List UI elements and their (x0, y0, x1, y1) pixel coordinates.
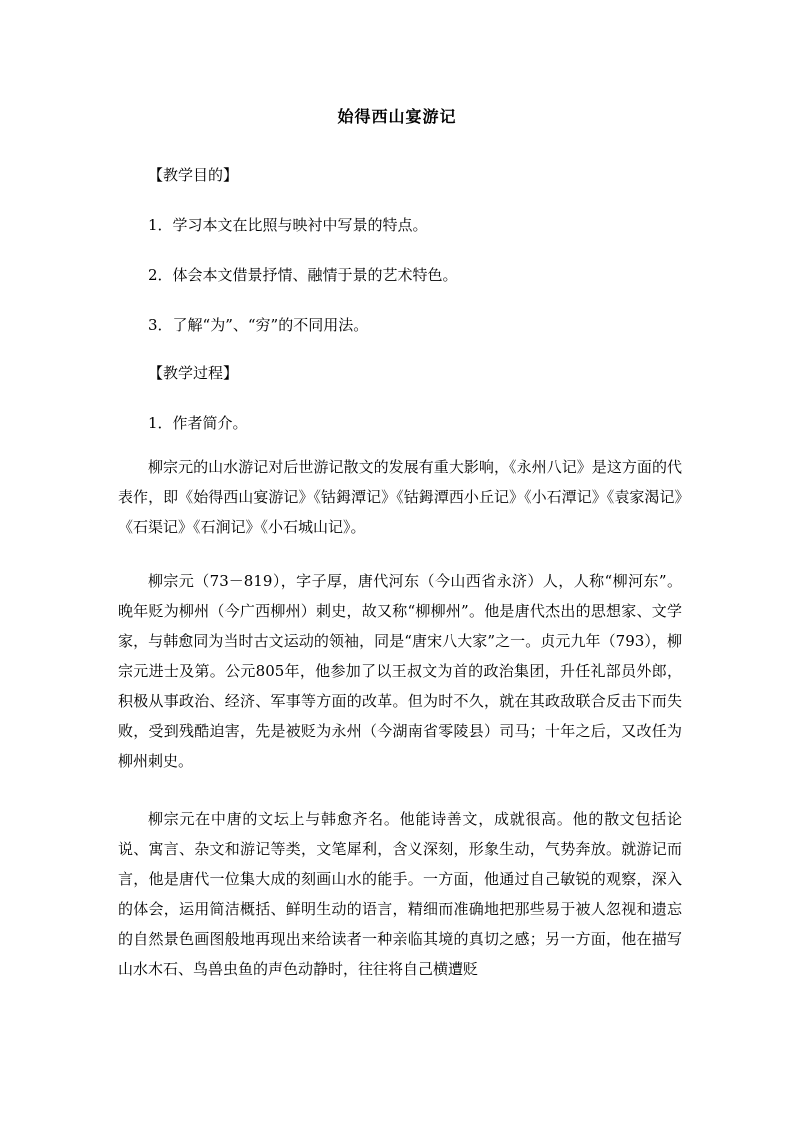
paragraph-intro: 柳宗元的山水游记对后世游记散文的发展有重大影响，《永州八记》是这方面的代表作，即《始得西山宴游记》《钴鉧潭记》《钴鉧潭西小丘记》《小石潭记》《袁家渴记》《石渠记》《石涧记》《小石城山记》。 (118, 458, 682, 536)
paragraph-biography: 柳宗元（73－819），字子厚，唐代河东（今山西省永济）人，人称“柳河东”。晚年贬为柳州（今广西柳州）刺史，故又称“柳柳州”。他是唐代杰出的思想家、文学家，与韩愈同为当时古文运动的领袖，同是“唐宋八大家”之一。贞元九年（793），柳宗元进士及第。公元805年，他参加了以王叔文为首的政治集团，升任礼部员外郎，积极从事政治、经济、军事等方面的改革。但为时不久，就在其政敌联合反击下而失败，受到残酷迫害，先是被贬为永州（今湖南省零陵县）司马；十年之后，又改任为柳州刺史。 (118, 572, 682, 770)
section-heading-process: 【教学过程】 (148, 364, 239, 382)
goal-item-3: 3．了解“为”、“穷”的不同用法。 (148, 316, 369, 334)
section-heading-goals: 【教学目的】 (148, 166, 239, 184)
page-title: 始得西山宴游记 (337, 107, 457, 126)
paragraph-literary: 柳宗元在中唐的文坛上与韩愈齐名。他能诗善文，成就很高。他的散文包括论说、寓言、杂文和游记等类，文笔犀利，含义深刻，形象生动，气势奔放。就游记而言，他是唐代一位集大成的刻画山水的能手。一方面，他通过自己敏锐的观察，深入的体会，运用简洁概括、鲜明生动的语言，精细而准确地把那些易于被人忽视和遗忘的自然景色画图般地再现出来给读者一种亲临其境的真切之感；另一方面，他在描写山水木石、鸟兽虫鱼的声色动静时，往往将自己横遭贬 (118, 810, 682, 978)
goal-item-2: 2．体会本文借景抒情、融情于景的艺术特色。 (148, 266, 458, 284)
goal-item-1: 1．学习本文在比照与映衬中写景的特点。 (148, 216, 428, 234)
process-step-1: 1．作者简介。 (148, 414, 248, 432)
